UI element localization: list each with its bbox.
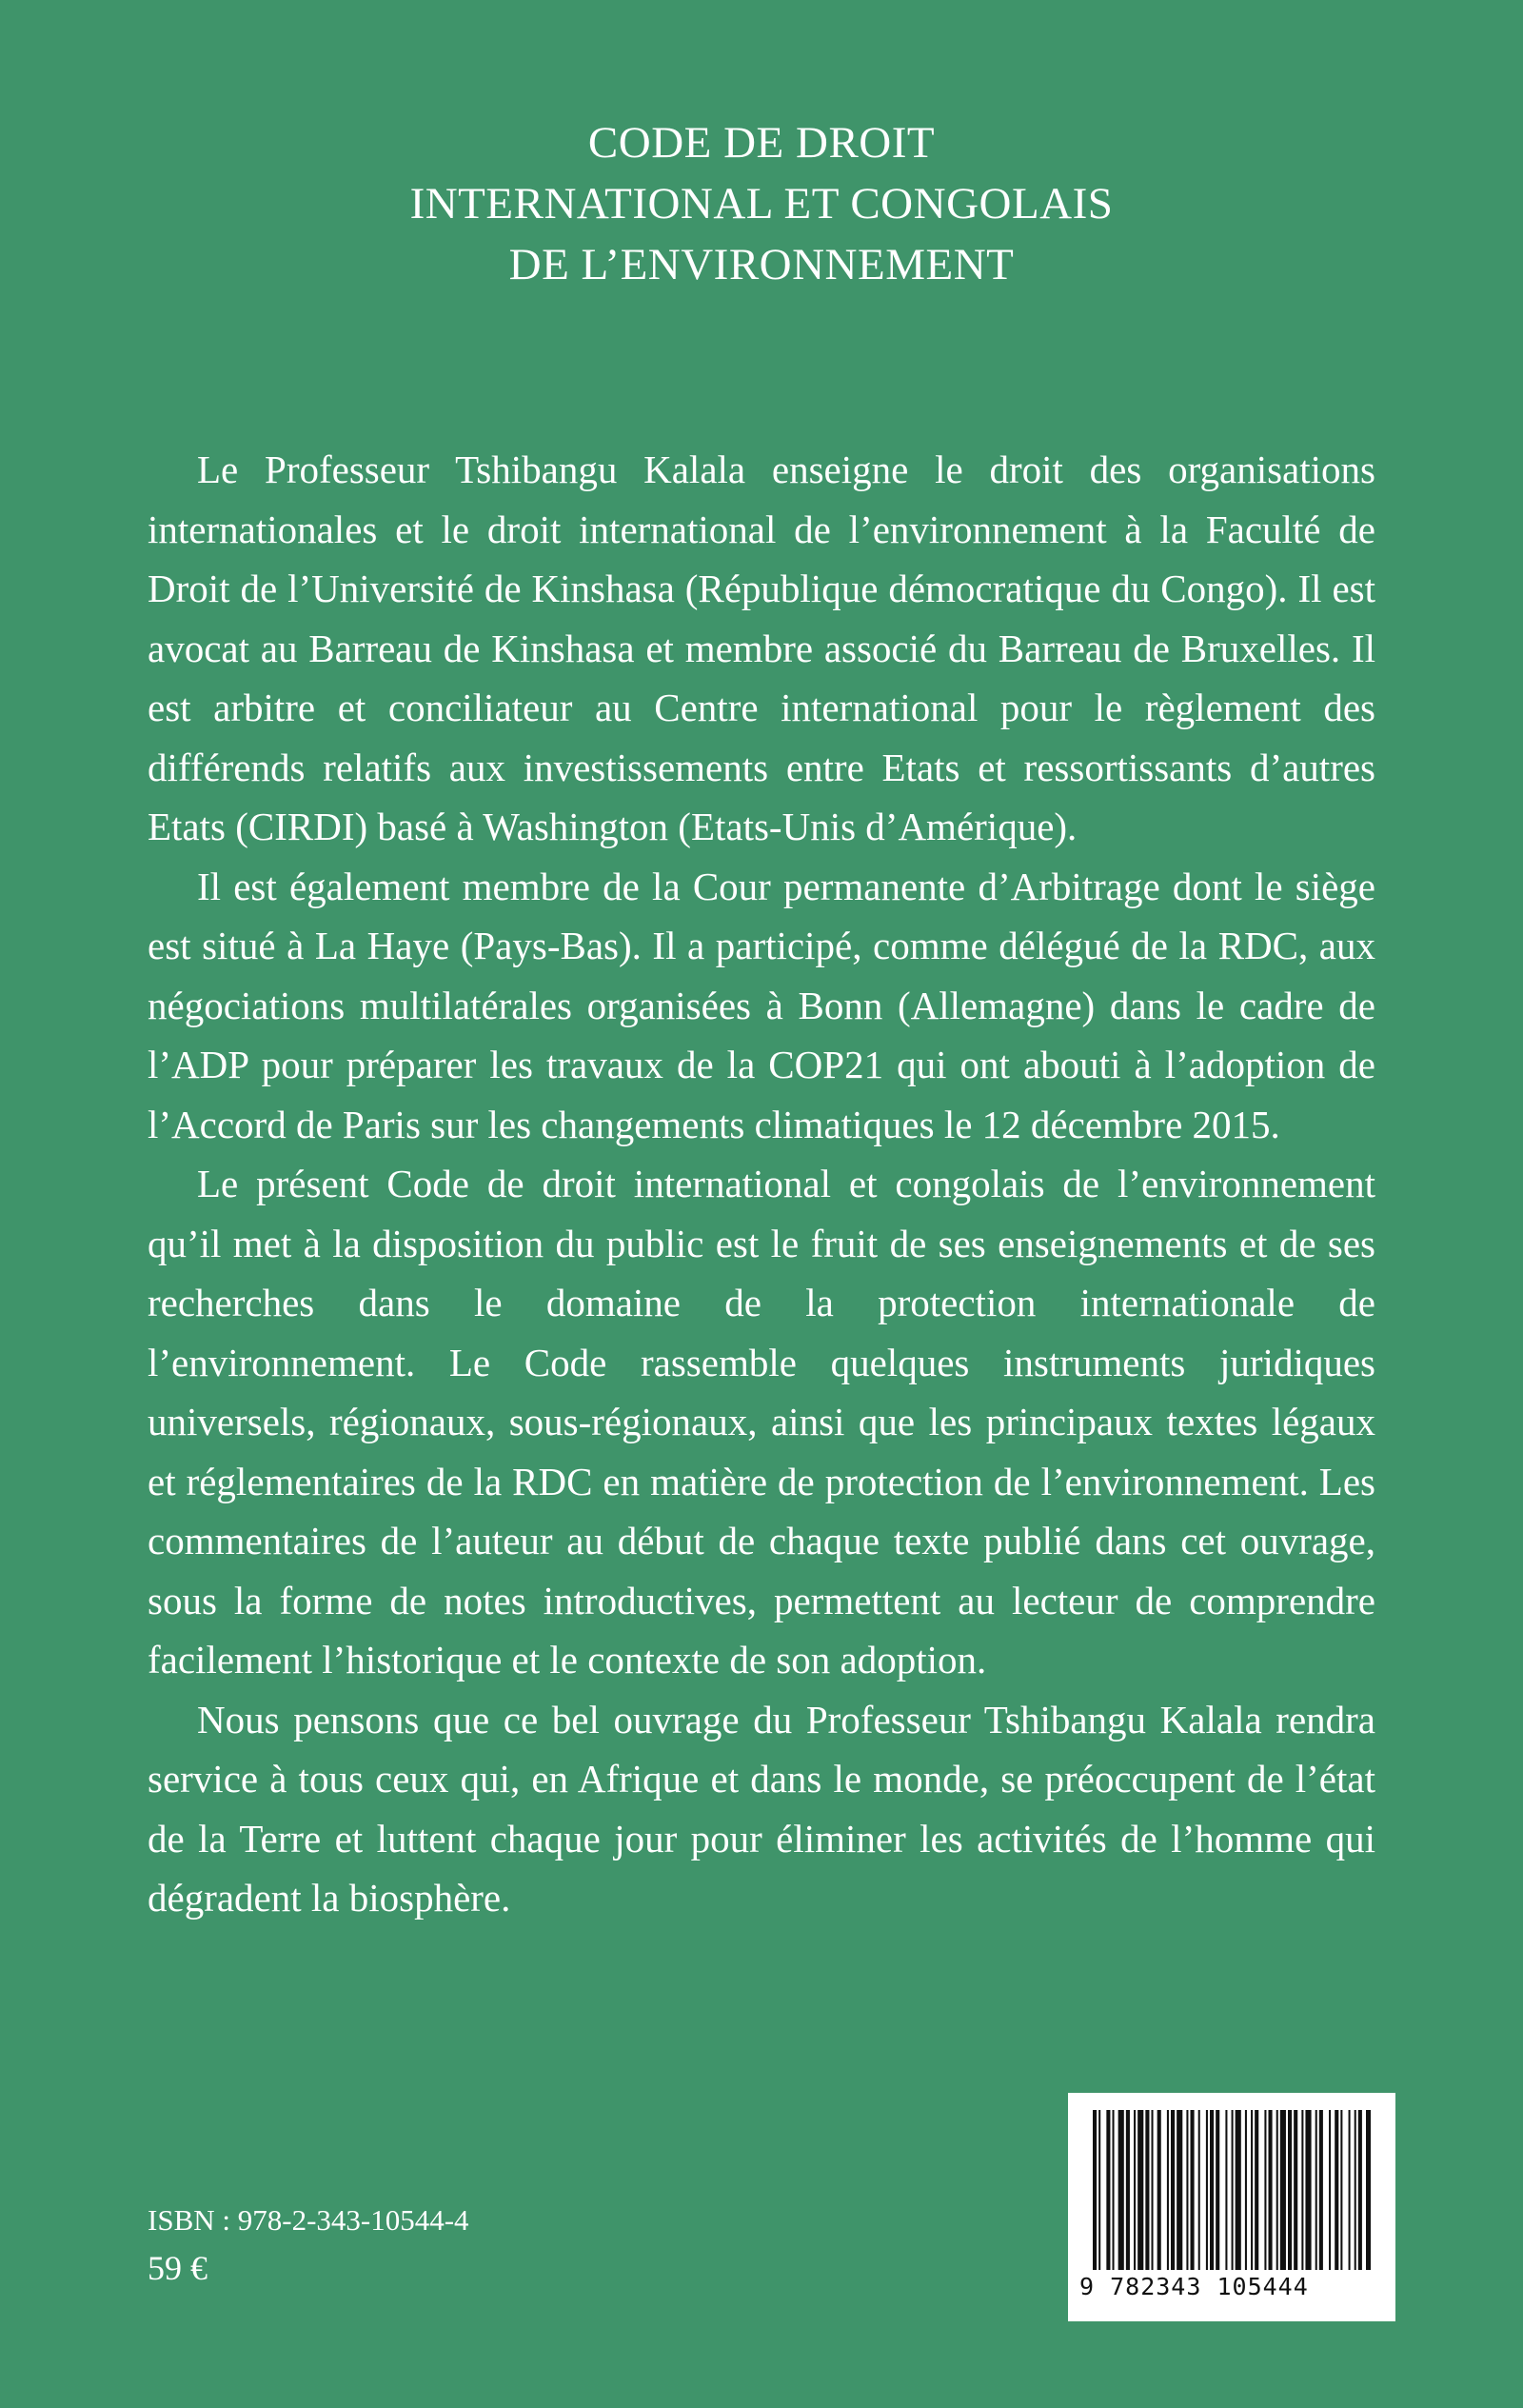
barcode-bar xyxy=(1269,2110,1273,2270)
barcode-bar xyxy=(1191,2110,1195,2270)
blurb-paragraph-3: Le présent Code de droit international et congolais de l’environnement qu’il met à la disposition du public est le fruit de ses enseignements et de ses recherches dans le domaine de la protection internationale de l’environnement. Le Code rassemble quelques instruments juridiques universels, régionaux, sous-régionaux, ainsi que les principaux textes légaux et réglementaires de la RDC en matière de protection de l’environnement. Les commentaires de l’auteur au début de chaque texte publié dans cet ouvrage, sous la forme de notes introductives, permettent au lecteur de comprendre facilement l’historique et le contexte de son adoption. xyxy=(148,1162,1375,1682)
blurb-paragraph-4: Nous pensons que ce bel ouvrage du Professeur Tshibangu Kalala rendra service à tous ceux qui, en Afrique et dans le monde, se préoccupent de l’état de la Terre et luttent chaque jour pour éliminer les activités de l’homme qui dégradent la biosphère. xyxy=(148,1697,1375,1920)
barcode-bar xyxy=(1206,2110,1208,2270)
barcode-bar xyxy=(1232,2110,1234,2270)
barcode-bar xyxy=(1335,2110,1338,2270)
barcode-bar xyxy=(1264,2110,1266,2270)
barcode-bar xyxy=(1245,2110,1247,2270)
barcode-bar xyxy=(1315,2110,1317,2270)
barcode-bar xyxy=(1167,2110,1169,2270)
barcode-bar xyxy=(1118,2110,1124,2270)
title-line-1: CODE DE DROIT xyxy=(587,118,936,168)
barcode-bar xyxy=(1280,2110,1286,2270)
barcode-bar xyxy=(1276,2110,1278,2270)
barcode-bar xyxy=(1358,2110,1362,2270)
barcode-bar xyxy=(1137,2110,1143,2270)
barcode-digits: 9 782343 105444 xyxy=(1079,2273,1309,2300)
isbn-label: ISBN : 978-2-343-10544-4 xyxy=(148,2203,469,2237)
barcode-bar xyxy=(1294,2110,1297,2270)
barcode-bar xyxy=(1145,2110,1149,2270)
barcode-bar xyxy=(1355,2110,1356,2270)
barcode-bars-graphic xyxy=(1093,2110,1371,2270)
barcode-bar xyxy=(1106,2110,1110,2270)
barcode-bar xyxy=(1288,2110,1292,2270)
barcode-bar xyxy=(1152,2110,1154,2270)
barcode-bar xyxy=(1366,2110,1371,2270)
barcode-bar xyxy=(1255,2110,1258,2270)
barcode-bar xyxy=(1225,2110,1227,2270)
barcode-bar xyxy=(1198,2110,1200,2270)
barcode-bar xyxy=(1301,2110,1303,2270)
barcode-bar xyxy=(1340,2110,1342,2270)
barcode-bar xyxy=(1093,2110,1097,2270)
price-label: 59 € xyxy=(148,2249,208,2287)
barcode-bar xyxy=(1329,2110,1331,2270)
book-title xyxy=(0,112,1523,295)
barcode-bar xyxy=(1134,2110,1136,2270)
barcode-bar xyxy=(1210,2110,1214,2270)
barcode-bar xyxy=(1305,2110,1311,2270)
blurb-paragraph-1: Le Professeur Tshibangu Kalala enseigne le droit des organisations internationales et le droit international de l’environnement à la Faculté de Droit de l’Université de Kinshasa (République démocratique du Congo). Il est avocat au Barreau de Kinshasa et membre associé du Barreau de Bruxelles. Il est arbitre et conciliateur au Centre international pour le règlement des différends relatifs aux investissements entre Etats et ressortissants d’autres Etats (CIRDI) basé à Washington (Etats-Unis d’Amérique). xyxy=(148,448,1375,848)
barcode-bar xyxy=(1236,2110,1241,2270)
barcode-bar xyxy=(1157,2110,1161,2270)
barcode-bar xyxy=(1186,2110,1188,2270)
barcode-bar xyxy=(1126,2110,1130,2270)
barcode-bar xyxy=(1177,2110,1182,2270)
barcode-bar xyxy=(1349,2110,1351,2270)
title-line-3: DE L’ENVIRONNEMENT xyxy=(508,240,1015,289)
barcode-bar xyxy=(1171,2110,1175,2270)
barcode-bar xyxy=(1113,2110,1115,2270)
back-cover-blurb xyxy=(148,440,1375,1928)
barcode-bar xyxy=(1319,2110,1323,2270)
barcode-bar xyxy=(1216,2110,1219,2270)
barcode xyxy=(1068,2093,1395,2321)
barcode-bar xyxy=(1251,2110,1253,2270)
blurb-paragraph-2: Il est également membre de la Cour permanente d’Arbitrage dont le siège est situé à La Haye (Pays-Bas). Il a participé, comme délégué de la RDC, aux négociations multilatérales organisées à Bonn (Allemagne) dans le cadre de l’ADP pour préparer les travaux de la COP21 qui ont abouti à l’adoption de l’Accord de Paris sur les changements climatiques le 12 décembre 2015. xyxy=(148,864,1375,1146)
title-line-2: INTERNATIONAL ET CONGOLAIS xyxy=(409,179,1114,229)
barcode-bar xyxy=(1098,2110,1100,2270)
